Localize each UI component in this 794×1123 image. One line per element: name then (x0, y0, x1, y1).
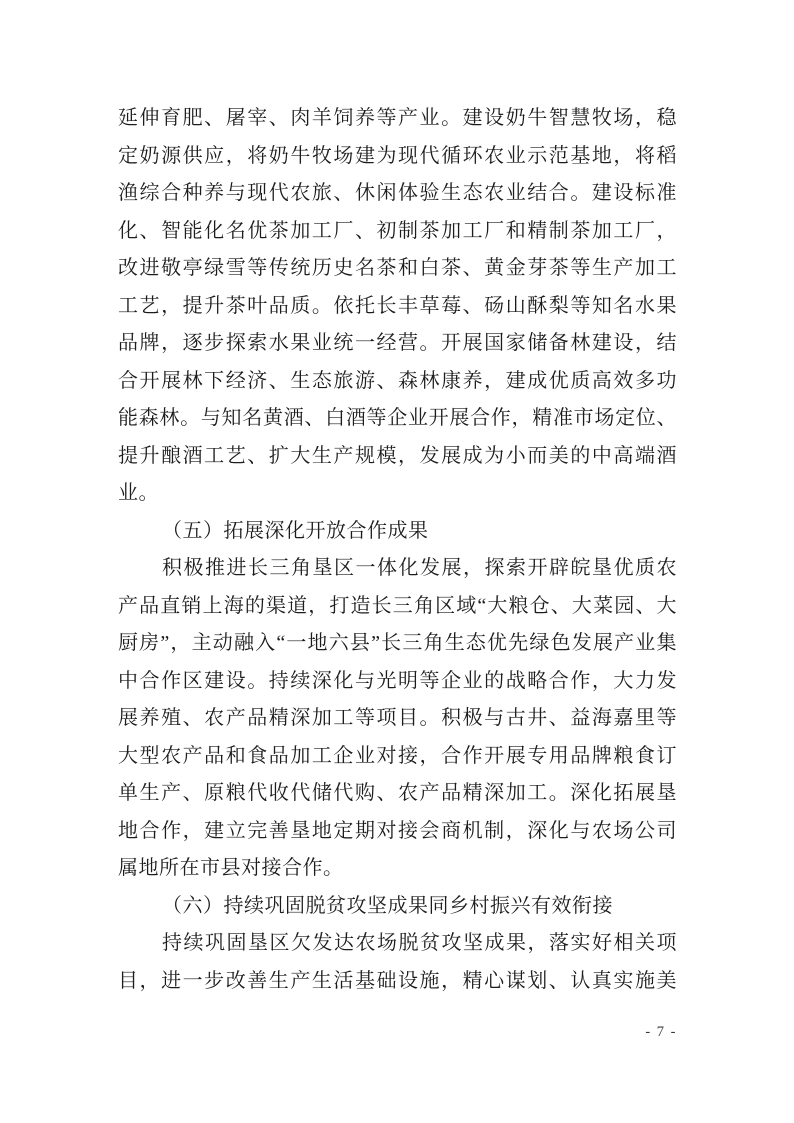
page-text-block (118, 100, 677, 1000)
body-line: 延伸育肥、屠宰、肉羊饲养等产业。建设奶牛智慧牧场，稳 (118, 107, 677, 129)
body-line: 品牌，逐步探索水果业统一经营。开展国家储备林建设，结 (118, 332, 677, 354)
body-line: 工艺，提升茶叶品质。依托长丰草莓、砀山酥梨等知名水果 (118, 294, 677, 317)
body-line: 渔综合种养与现代农旅、休闲体验生态农业结合。建设标准 (118, 182, 677, 204)
body-line: 能森林。与知名黄酒、白酒等企业开展合作，精准市场定位、 (118, 407, 677, 429)
body-line: 目，进一步改善生产生活基础设施，精心谋划、认真实施美 (118, 969, 677, 992)
page-number: - 7 - (645, 1024, 677, 1040)
body-line: 改进敬亭绿雪等传统历史名茶和白茶、黄金芽茶等生产加工 (118, 257, 677, 279)
body-line: 产品直销上海的渠道，打造长三角区域“大粮仓、大菜园、大 (118, 594, 677, 617)
body-line: 提升酿酒工艺、扩大生产规模，发展成为小而美的中高端酒 (118, 444, 677, 467)
body-line: 合开展林下经济、生态旅游、森林康养，建成优质高效多功 (118, 369, 677, 392)
body-line: 定奶源供应，将奶牛牧场建为现代循环农业示范基地，将稻 (118, 144, 677, 167)
section-heading-6: （六）持续巩固脱贫攻坚成果同乡村振兴有效衔接 (162, 894, 613, 917)
body-line: 单生产、原粮代收代储代购、农产品精深加工。深化拓展垦 (118, 782, 677, 804)
section-heading-5: （五）拓展深化开放合作成果 (162, 519, 429, 542)
paragraph-end-line: 业。 (118, 482, 159, 504)
paragraph-first-line: 持续巩固垦区欠发达农场脱贫攻坚成果，落实好相关项 (162, 932, 677, 954)
body-line: 中合作区建设。持续深化与光明等企业的战略合作，大力发 (118, 669, 677, 692)
body-line: 地合作，建立完善垦地定期对接会商机制，深化与农场公司 (118, 819, 677, 842)
body-line: 展养殖、农产品精深加工等项目。积极与古井、益海嘉里等 (118, 707, 677, 729)
body-line: 化、智能化名优茶加工厂、初制茶加工厂和精制茶加工厂， (118, 219, 677, 242)
body-line: 厨房”，主动融入“一地六县”长三角生态优先绿色发展产业集 (118, 632, 677, 654)
paragraph-end-line: 属地所在市县对接合作。 (118, 857, 344, 879)
paragraph-first-line: 积极推进长三角垦区一体化发展，探索开辟皖垦优质农 (162, 557, 677, 579)
body-line: 大型农产品和食品加工企业对接，合作开展专用品牌粮食订 (118, 744, 677, 767)
